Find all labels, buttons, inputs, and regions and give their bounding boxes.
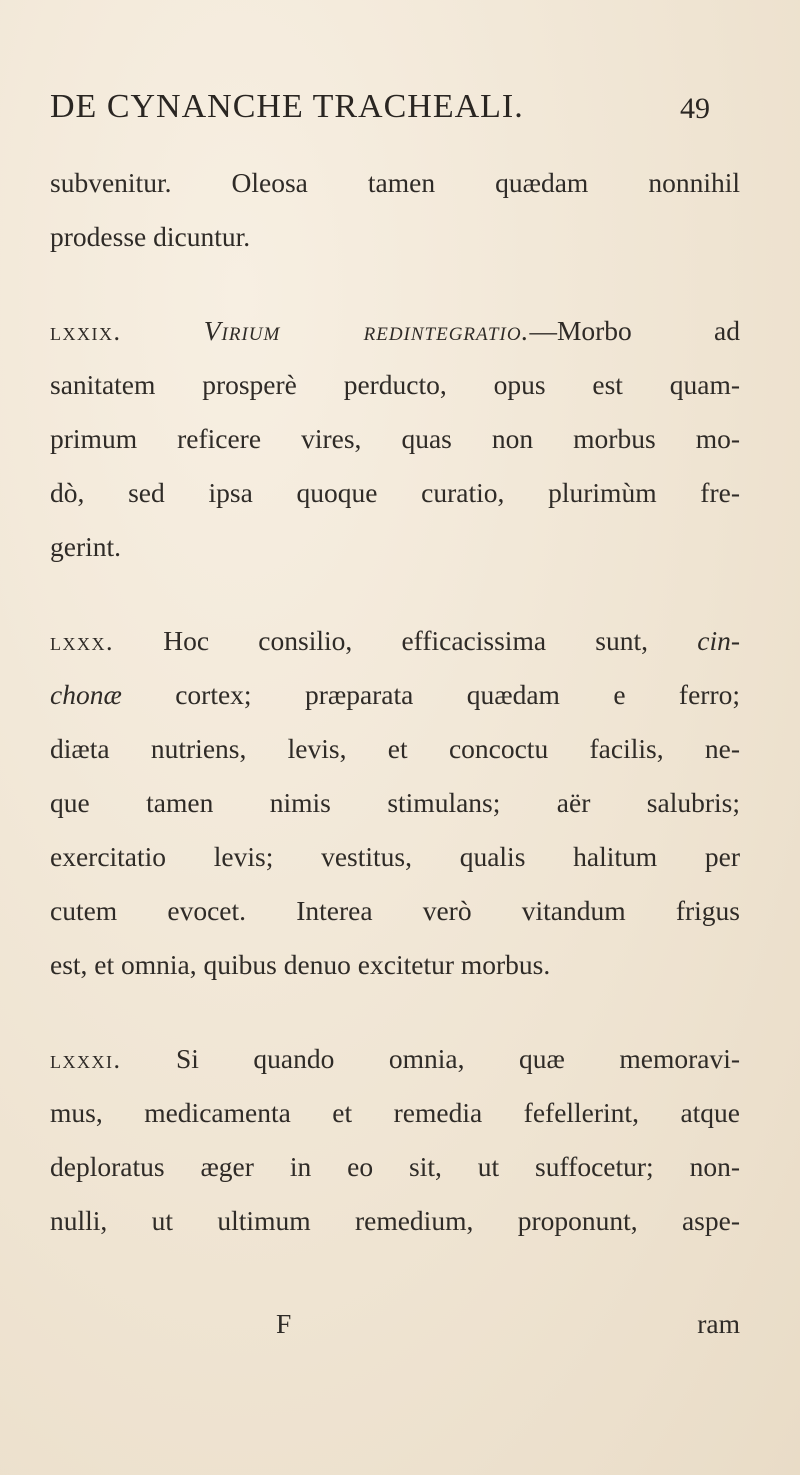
- catchword: ram: [697, 1308, 740, 1339]
- signature-mark: F: [276, 1308, 292, 1339]
- text-line: que tamen nimis stimulans; aër salubris;: [50, 787, 740, 818]
- text-line: cutem evocet. Interea verò vitandum frigus: [50, 895, 740, 926]
- section-number: lxxxi.: [50, 1045, 122, 1074]
- section-lxxix-first-line: [50, 304, 740, 358]
- italic-term: cin-: [697, 625, 740, 656]
- text-line: [50, 668, 740, 722]
- italic-term: chonæ: [50, 679, 122, 710]
- text-line: exercitatio levis; vestitus, qualis halitum per: [50, 841, 740, 872]
- text-line: sanitatem prosperè perducto, opus est quam-: [50, 369, 740, 400]
- body-text: [50, 156, 740, 1248]
- page-number: 49: [680, 92, 710, 125]
- section-lxxxi-first-line: [50, 1032, 740, 1086]
- text-fragment: cortex; præparata quædam e ferro;: [175, 679, 740, 710]
- running-title: DE CYNANCHE TRACHEALI.: [50, 88, 524, 125]
- text-line: gerint.: [50, 531, 122, 562]
- text-line: nulli, ut ultimum remedium, proponunt, aspe-: [50, 1205, 740, 1236]
- text-line: est, et omnia, quibus denuo excitetur morbus.: [50, 949, 551, 980]
- page-footer: [50, 1308, 740, 1362]
- text-line: mus, medicamenta et remedia fefellerint, atque: [50, 1097, 740, 1128]
- text-line: primum reficere vires, quas non morbus mo-: [50, 423, 740, 454]
- section-lxxx-first-line: [50, 614, 740, 668]
- section-heading-rest: —Morbo ad: [529, 315, 740, 346]
- section-number: lxxx.: [50, 627, 114, 656]
- text-fragment: Hoc consilio, efficacissima sunt,: [163, 625, 648, 656]
- section-heading: Virium redintegratio.: [203, 315, 530, 346]
- text-line: diæta nutriens, levis, et concoctu facilis, ne-: [50, 733, 740, 764]
- text-line: dò, sed ipsa quoque curatio, plurimùm fre-: [50, 477, 740, 508]
- text-line: deploratus æger in eo sit, ut suffocetur; non-: [50, 1151, 740, 1182]
- text-line: prodesse dicuntur.: [50, 221, 251, 252]
- text-line: subvenitur. Oleosa tamen quædam nonnihil: [50, 167, 740, 198]
- running-header: [50, 88, 710, 138]
- section-number: lxxix.: [50, 317, 122, 346]
- text-fragment: Si quando omnia, quæ memoravi-: [176, 1043, 740, 1074]
